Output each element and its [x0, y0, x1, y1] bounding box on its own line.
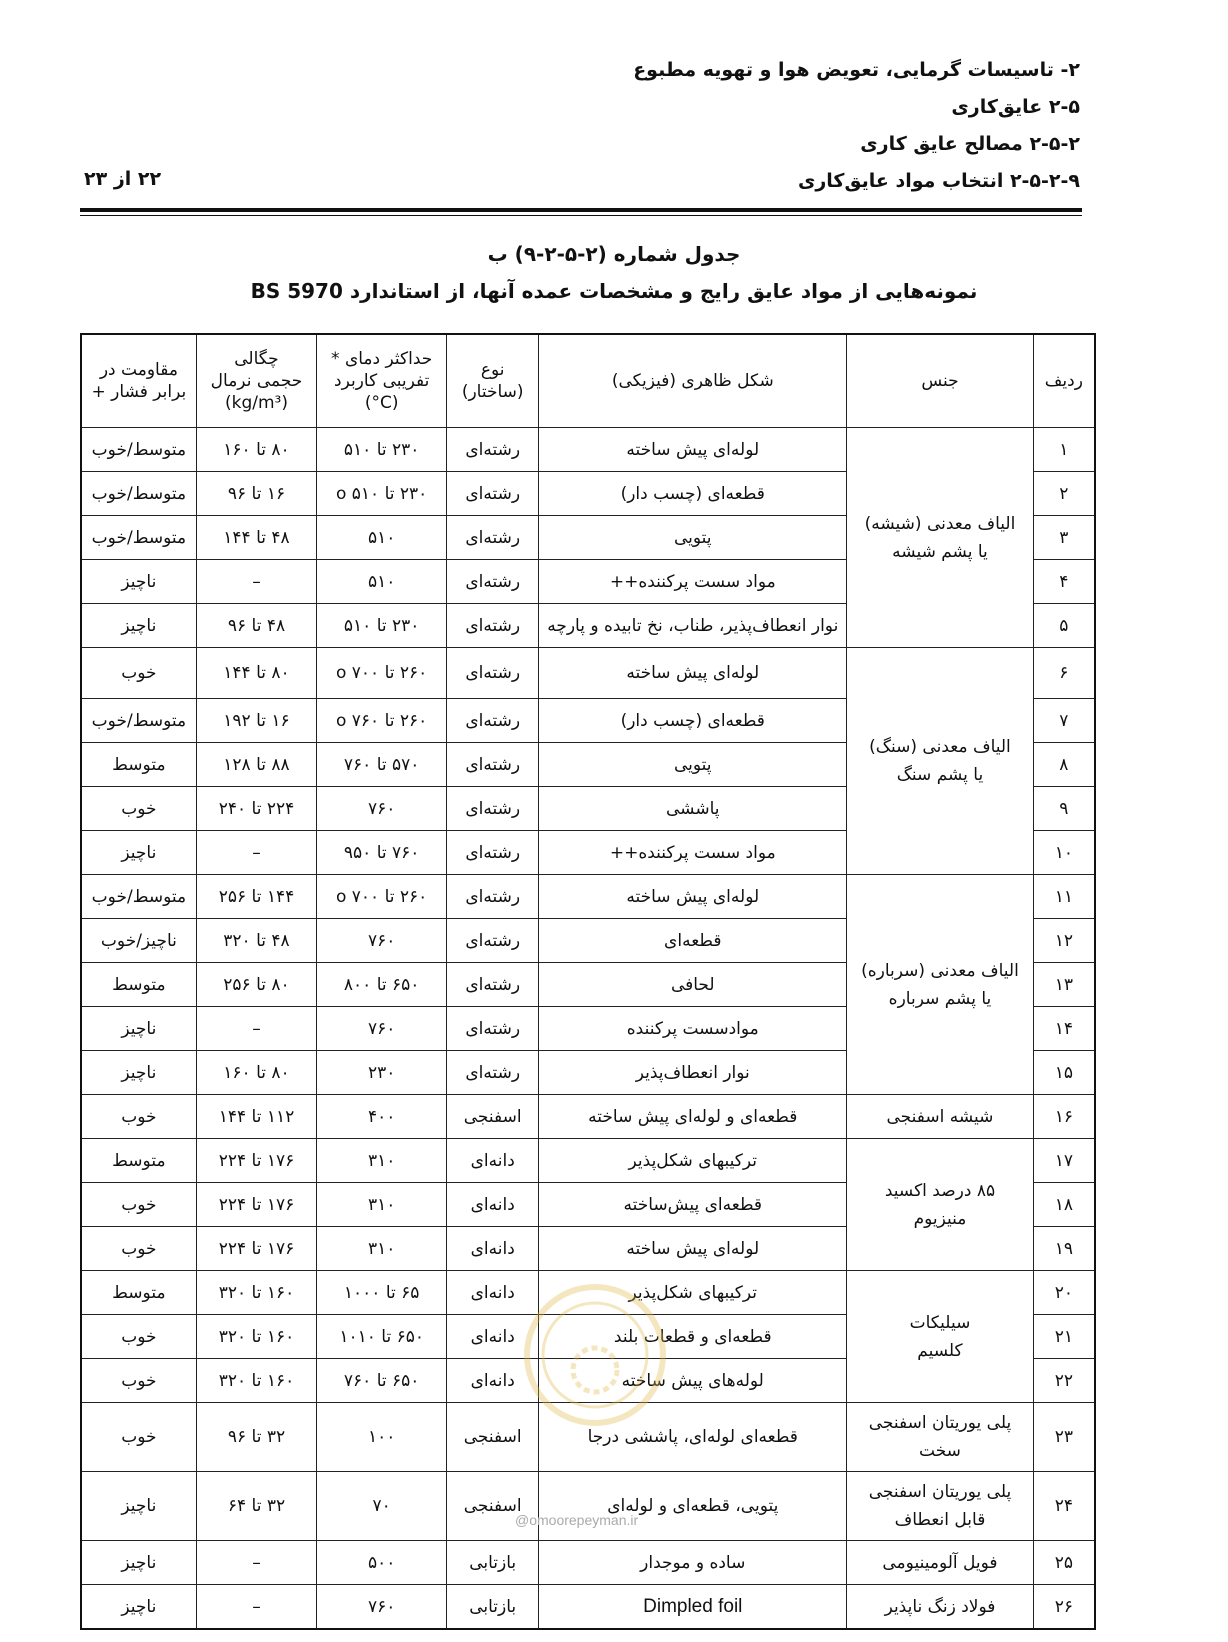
pressure-resistance-cell: خوب	[81, 1227, 196, 1271]
type-cell: دانه‌ای	[447, 1183, 539, 1227]
table-body	[81, 428, 1095, 1630]
density-cell: –	[196, 560, 316, 604]
type-cell: دانه‌ای	[447, 1359, 539, 1403]
shape-cell: پتویی	[539, 516, 847, 560]
material-cell	[847, 1403, 1033, 1472]
header-pressure-resistance	[81, 334, 196, 428]
header-line-2: ۲-۵ عایق‌کاری	[951, 96, 1080, 118]
row-number-cell: ۲۵	[1033, 1541, 1095, 1585]
temperature-cell: ۷۶۰ تا ۹۵۰	[317, 831, 447, 875]
type-cell: اسفنجی	[447, 1403, 539, 1472]
density-cell: ۸۸ تا ۱۲۸	[196, 743, 316, 787]
temperature-cell: ۷۶۰	[317, 1585, 447, 1630]
type-cell: رشته‌ای	[447, 648, 539, 699]
header-density	[196, 334, 316, 428]
table-row	[81, 1403, 1095, 1472]
row-number-cell: ۲۲	[1033, 1359, 1095, 1403]
density-cell: ۱۶۰ تا ۳۲۰	[196, 1271, 316, 1315]
shape-cell: قطعه‌ای پیش‌ساخته	[539, 1183, 847, 1227]
row-number-cell: ۲	[1033, 472, 1095, 516]
pressure-resistance-cell: خوب	[81, 1315, 196, 1359]
temperature-cell: ۲۶۰ تا ۷۰۰ o	[317, 875, 447, 919]
header-type-line: نوع	[480, 360, 505, 380]
row-number-cell: ۳	[1033, 516, 1095, 560]
type-cell: رشته‌ای	[447, 516, 539, 560]
density-cell: ۳۲ تا ۹۶	[196, 1403, 316, 1472]
table-row	[81, 428, 1095, 472]
shape-cell: موادسست پرکننده	[539, 1007, 847, 1051]
shape-cell: قطعه‌ای و لوله‌ای پیش ساخته	[539, 1095, 847, 1139]
density-cell: ۸۰ تا ۱۶۰	[196, 1051, 316, 1095]
header-shape: شکل ظاهری (فیزیکی)	[539, 334, 847, 428]
shape-cell: نوار انعطاف‌پذیر	[539, 1051, 847, 1095]
header-temperature-line: تفریبی کاربرد	[334, 371, 430, 391]
pressure-resistance-cell: ناچیز	[81, 604, 196, 648]
density-cell: ۱۶ تا ۹۶	[196, 472, 316, 516]
shape-cell: لوله‌ای پیش ساخته	[539, 428, 847, 472]
type-cell: رشته‌ای	[447, 1007, 539, 1051]
material-line: سیلیکات	[909, 1312, 971, 1333]
density-cell: –	[196, 831, 316, 875]
density-cell: ۴۸ تا ۱۴۴	[196, 516, 316, 560]
row-number-cell: ۱۳	[1033, 963, 1095, 1007]
type-cell: رشته‌ای	[447, 743, 539, 787]
temperature-cell: ۵۱۰	[317, 516, 447, 560]
density-cell: ۱۶۰ تا ۳۲۰	[196, 1359, 316, 1403]
material-cell	[847, 648, 1033, 875]
row-number-cell: ۸	[1033, 743, 1095, 787]
pressure-resistance-cell: ناچیز	[81, 1472, 196, 1541]
density-cell: ۴۸ تا ۳۲۰	[196, 919, 316, 963]
material-line: فولاد زنگ ناپذیر	[884, 1596, 996, 1617]
header-density-line: (kg/m³)	[224, 393, 288, 413]
material-line: قابل انعطاف	[894, 1510, 986, 1530]
shape-cell: قطعه‌ای لوله‌ای، پاششی درجا	[539, 1403, 847, 1472]
temperature-cell: ۵۱۰	[317, 560, 447, 604]
header-temperature-line: حداکثر دمای *	[331, 349, 433, 369]
temperature-cell: ۵۷۰ تا ۷۶۰	[317, 743, 447, 787]
pressure-resistance-cell: متوسط/خوب	[81, 875, 196, 919]
type-cell: رشته‌ای	[447, 919, 539, 963]
density-cell: ۱۷۶ تا ۲۲۴	[196, 1227, 316, 1271]
density-cell: –	[196, 1007, 316, 1051]
type-cell: رشته‌ای	[447, 428, 539, 472]
density-cell: ۱۶ تا ۱۹۲	[196, 699, 316, 743]
pressure-resistance-cell: خوب	[81, 1095, 196, 1139]
row-number-cell: ۱۱	[1033, 875, 1095, 919]
row-number-cell: ۲۳	[1033, 1403, 1095, 1472]
shape-cell: قطعه‌ای (چسب دار)	[539, 472, 847, 516]
material-line: فویل آلومینیومی	[882, 1552, 998, 1573]
row-number-cell: ۶	[1033, 648, 1095, 699]
pressure-resistance-cell: متوسط	[81, 963, 196, 1007]
temperature-cell: ۲۳۰ تا ۵۱۰ o	[317, 472, 447, 516]
material-cell	[847, 1271, 1033, 1403]
temperature-cell: ۲۳۰	[317, 1051, 447, 1095]
table-row	[81, 1271, 1095, 1315]
material-line: یا پشم شیشه	[892, 541, 988, 562]
shape-cell: Dimpled foil	[539, 1585, 847, 1630]
row-number-cell: ۲۴	[1033, 1472, 1095, 1541]
table-subtitle: نمونه‌هایی از مواد عایق رایج و مشخصات عمده آنها، از استاندارد BS 5970	[250, 279, 978, 303]
density-cell: ۸۰ تا ۲۵۶	[196, 963, 316, 1007]
pressure-resistance-cell: خوب	[81, 1359, 196, 1403]
material-line: الیاف معدنی (سرباره)	[861, 960, 1019, 981]
density-cell: ۲۲۴ تا ۲۴۰	[196, 787, 316, 831]
material-line: الیاف معدنی (سنگ)	[869, 737, 1011, 757]
temperature-cell: ۵۰۰	[317, 1541, 447, 1585]
temperature-cell: ۷۰	[317, 1472, 447, 1541]
pressure-resistance-cell: متوسط/خوب	[81, 472, 196, 516]
shape-cell: پتویی	[539, 743, 847, 787]
header-material: جنس	[847, 334, 1033, 428]
watermark-text: @omoorepeyman.ir	[515, 1512, 639, 1528]
table-title: جدول شماره (۲-۵-۲-۹) ب	[487, 242, 741, 266]
pressure-resistance-cell: متوسط	[81, 1271, 196, 1315]
row-number-cell: ۲۰	[1033, 1271, 1095, 1315]
material-line: الیاف معدنی (شیشه)	[864, 513, 1016, 534]
row-number-cell: ۹	[1033, 787, 1095, 831]
table-row	[81, 1139, 1095, 1183]
row-number-cell: ۱۸	[1033, 1183, 1095, 1227]
table-row	[81, 1585, 1095, 1630]
density-cell: ۱۷۶ تا ۲۲۴	[196, 1139, 316, 1183]
shape-cell: لوله‌ای پیش ساخته	[539, 875, 847, 919]
pressure-resistance-cell: ناچیز	[81, 1585, 196, 1630]
row-number-cell: ۱۰	[1033, 831, 1095, 875]
header-divider-thin	[80, 215, 1082, 216]
pressure-resistance-cell: ناچیز	[81, 1051, 196, 1095]
pressure-resistance-cell: خوب	[81, 787, 196, 831]
temperature-cell: ۶۵ تا ۱۰۰۰	[317, 1271, 447, 1315]
shape-cell: قطعه‌ای و قطعات بلند	[539, 1315, 847, 1359]
type-cell: دانه‌ای	[447, 1315, 539, 1359]
insulation-materials-table	[80, 333, 1096, 1630]
temperature-cell: ۲۶۰ تا ۷۰۰ o	[317, 648, 447, 699]
shape-cell: پتویی، قطعه‌ای و لوله‌ای	[539, 1472, 847, 1541]
header-temperature	[317, 334, 447, 428]
pressure-resistance-cell: خوب	[81, 1403, 196, 1472]
row-number-cell: ۷	[1033, 699, 1095, 743]
shape-cell: مواد سست پرکننده++	[539, 560, 847, 604]
shape-cell: قطعه‌ای	[539, 919, 847, 963]
row-number-cell: ۲۶	[1033, 1585, 1095, 1630]
page-number: ۲۲ از ۲۳	[84, 168, 162, 190]
pressure-resistance-cell: ناچیز/خوب	[81, 919, 196, 963]
row-number-cell: ۱۹	[1033, 1227, 1095, 1271]
temperature-cell: ۲۶۰ تا ۷۶۰ o	[317, 699, 447, 743]
table-row	[81, 875, 1095, 919]
table-row	[81, 1095, 1095, 1139]
density-cell: ۳۲ تا ۶۴	[196, 1472, 316, 1541]
material-line: یا پشم سنگ	[896, 765, 984, 785]
temperature-cell: ۱۰۰	[317, 1403, 447, 1472]
pressure-resistance-cell: ناچیز	[81, 1007, 196, 1051]
shape-cell: نوار انعطاف‌پذیر، طناب، نخ تابیده و پارچه	[539, 604, 847, 648]
header-temperature-line: (°C)	[364, 393, 399, 413]
shape-cell: مواد سست پرکننده++	[539, 831, 847, 875]
row-number-cell: ۱۴	[1033, 1007, 1095, 1051]
temperature-cell: ۷۶۰	[317, 787, 447, 831]
material-cell	[847, 1095, 1033, 1139]
type-cell: بازتابی	[447, 1585, 539, 1630]
material-line: منیزیوم	[913, 1208, 967, 1229]
row-number-cell: ۱۶	[1033, 1095, 1095, 1139]
type-cell: رشته‌ای	[447, 472, 539, 516]
material-cell	[847, 1541, 1033, 1585]
material-line: پلی یوریتان اسفنجی	[868, 1482, 1012, 1502]
material-cell	[847, 1585, 1033, 1630]
density-cell: –	[196, 1585, 316, 1630]
shape-cell: ترکیبهای شکل‌پذیر	[539, 1139, 847, 1183]
shape-cell: لوله‌ای پیش ساخته	[539, 648, 847, 699]
material-line: پلی یوریتان اسفنجی	[868, 1413, 1012, 1433]
shape-cell: لوله‌ای پیش ساخته	[539, 1227, 847, 1271]
material-cell	[847, 875, 1033, 1095]
row-number-cell: ۴	[1033, 560, 1095, 604]
temperature-cell: ۷۶۰	[317, 1007, 447, 1051]
table-row	[81, 1472, 1095, 1541]
header-type-line: (ساختار)	[461, 382, 524, 402]
header-pressure-line: برابر فشار +	[91, 382, 187, 402]
material-cell	[847, 428, 1033, 648]
row-number-cell: ۵	[1033, 604, 1095, 648]
header-line-3: ۲-۵-۲ مصالح عایق کاری	[860, 133, 1080, 155]
row-number-cell: ۱	[1033, 428, 1095, 472]
type-cell: رشته‌ای	[447, 1051, 539, 1095]
temperature-cell: ۳۱۰	[317, 1227, 447, 1271]
shape-cell: لوله‌های پیش ساخته	[539, 1359, 847, 1403]
material-line: ۸۵ درصد اکسید	[884, 1180, 996, 1201]
header-type	[447, 334, 539, 428]
type-cell: رشته‌ای	[447, 831, 539, 875]
temperature-cell: ۳۱۰	[317, 1139, 447, 1183]
row-number-cell: ۱۲	[1033, 919, 1095, 963]
pressure-resistance-cell: متوسط	[81, 1139, 196, 1183]
density-cell: ۸۰ تا ۱۴۴	[196, 648, 316, 699]
row-number-cell: ۱۷	[1033, 1139, 1095, 1183]
type-cell: رشته‌ای	[447, 604, 539, 648]
shape-cell: قطعه‌ای (چسب دار)	[539, 699, 847, 743]
type-cell: رشته‌ای	[447, 699, 539, 743]
table-row	[81, 1541, 1095, 1585]
row-number-cell: ۲۱	[1033, 1315, 1095, 1359]
type-cell: دانه‌ای	[447, 1227, 539, 1271]
pressure-resistance-cell: خوب	[81, 1183, 196, 1227]
header-pressure-line: مقاومت در	[99, 360, 178, 380]
type-cell: بازتابی	[447, 1541, 539, 1585]
material-line: کلسیم	[917, 1340, 963, 1361]
density-cell: ۱۴۴ تا ۲۵۶	[196, 875, 316, 919]
pressure-resistance-cell: متوسط/خوب	[81, 699, 196, 743]
temperature-cell: ۳۱۰	[317, 1183, 447, 1227]
row-number-cell: ۱۵	[1033, 1051, 1095, 1095]
pressure-resistance-cell: ناچیز	[81, 1541, 196, 1585]
header-row-number: ردیف	[1033, 334, 1095, 428]
header-line-1: ۲- تاسیسات گرمایی، تعویض هوا و تهویه مطبوع	[633, 59, 1080, 81]
temperature-cell: ۶۵۰ تا ۸۰۰	[317, 963, 447, 1007]
temperature-cell: ۷۶۰	[317, 919, 447, 963]
shape-cell: لحافی	[539, 963, 847, 1007]
table-header-row	[81, 334, 1095, 428]
shape-cell: ترکیبهای شکل‌پذیر	[539, 1271, 847, 1315]
shape-cell: ساده و موجدار	[539, 1541, 847, 1585]
temperature-cell: ۴۰۰	[317, 1095, 447, 1139]
material-cell	[847, 1139, 1033, 1271]
pressure-resistance-cell: ناچیز	[81, 560, 196, 604]
header-line-4: ۲-۵-۲-۹ انتخاب مواد عایق‌کاری	[797, 170, 1080, 192]
header-density-line: چگالی	[234, 349, 279, 369]
shape-cell: پاششی	[539, 787, 847, 831]
density-cell: ۴۸ تا ۹۶	[196, 604, 316, 648]
density-cell: ۱۱۲ تا ۱۴۴	[196, 1095, 316, 1139]
material-line: یا پشم سرباره	[888, 988, 992, 1009]
type-cell: دانه‌ای	[447, 1271, 539, 1315]
temperature-cell: ۲۳۰ تا ۵۱۰	[317, 428, 447, 472]
table-row	[81, 648, 1095, 699]
material-line: شیشه اسفنجی	[886, 1106, 994, 1127]
type-cell: رشته‌ای	[447, 875, 539, 919]
density-cell: ۱۷۶ تا ۲۲۴	[196, 1183, 316, 1227]
material-cell	[847, 1472, 1033, 1541]
type-cell: رشته‌ای	[447, 787, 539, 831]
type-cell: دانه‌ای	[447, 1139, 539, 1183]
header-divider-thick	[80, 208, 1082, 212]
material-line: سخت	[919, 1441, 961, 1461]
pressure-resistance-cell: متوسط/خوب	[81, 516, 196, 560]
pressure-resistance-cell: متوسط	[81, 743, 196, 787]
pressure-resistance-cell: خوب	[81, 648, 196, 699]
density-cell: ۱۶۰ تا ۳۲۰	[196, 1315, 316, 1359]
temperature-cell: ۲۳۰ تا ۵۱۰	[317, 604, 447, 648]
type-cell: رشته‌ای	[447, 963, 539, 1007]
type-cell: اسفنجی	[447, 1095, 539, 1139]
type-cell: رشته‌ای	[447, 560, 539, 604]
density-cell: ۸۰ تا ۱۶۰	[196, 428, 316, 472]
density-cell: –	[196, 1541, 316, 1585]
temperature-cell: ۶۵۰ تا ۷۶۰	[317, 1359, 447, 1403]
type-cell: اسفنجی	[447, 1472, 539, 1541]
pressure-resistance-cell: ناچیز	[81, 831, 196, 875]
pressure-resistance-cell: متوسط/خوب	[81, 428, 196, 472]
temperature-cell: ۶۵۰ تا ۱۰۱۰	[317, 1315, 447, 1359]
header-density-line: حجمی نرمال	[210, 371, 303, 391]
document-header	[633, 52, 1080, 200]
